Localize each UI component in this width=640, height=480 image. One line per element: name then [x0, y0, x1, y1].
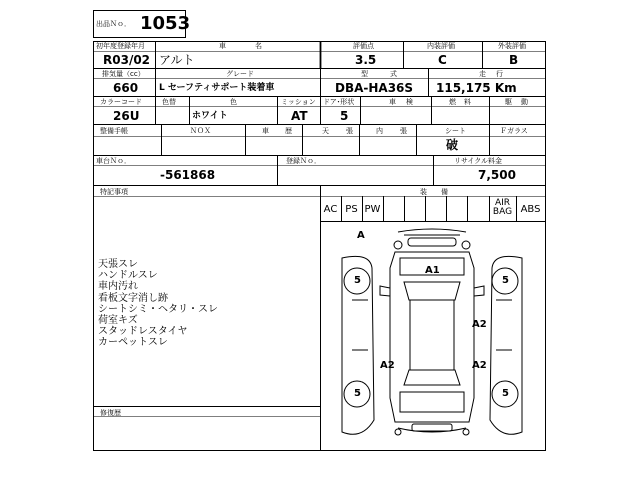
colorcode-label: カラーコード: [100, 98, 142, 106]
interior2-label-2: 張: [400, 127, 407, 135]
damage-right-front-door: A2: [472, 319, 487, 330]
chassis-label: 車台Ｎｏ．: [96, 157, 131, 165]
carname-label-1: 車: [219, 42, 226, 50]
doors-label: ドア･形状: [323, 98, 355, 106]
remark-item: 天張スレ: [98, 259, 138, 270]
displacement-value: 660: [113, 81, 139, 95]
mission-value: AT: [291, 109, 308, 123]
color-label: 色: [230, 98, 237, 106]
colorcode-value: 26U: [113, 109, 140, 123]
tire-rear-right: 5: [502, 388, 509, 399]
remark-item: 看板文字消し跡: [98, 292, 168, 304]
doors-value: 5: [340, 109, 349, 123]
damage-hood: A1: [425, 265, 440, 276]
manual-label: 整備手帳: [100, 127, 128, 135]
interior-label: 内装評価: [427, 42, 455, 50]
remark-item: シートシミ・ヘタリ・スレ: [98, 303, 218, 315]
lot-number-label: 出品Ｎｏ．: [96, 20, 131, 28]
mileage-label-1: 走: [479, 70, 486, 78]
repair-label: 修復歴: [100, 409, 121, 417]
remarks-label: 特記事項: [100, 188, 128, 196]
year-label: 初年度登録年月: [96, 42, 145, 50]
damage-right-rear-door: A2: [472, 360, 487, 371]
color-value: ホワイト: [192, 111, 228, 121]
recycle-label: リサイクル料金: [454, 157, 503, 165]
model-label-2: 式: [390, 70, 397, 78]
model-label-1: 型: [361, 70, 368, 78]
inspection-label-1: 車: [389, 98, 396, 106]
remark-item: スタッドレスタイヤ: [98, 326, 188, 338]
recycle-value: 7,500: [478, 168, 516, 182]
carname-label-2: 名: [255, 42, 262, 50]
exterior-value: B: [509, 53, 519, 67]
score-value: 3.5: [355, 53, 377, 67]
fuel-label-1: 燃: [449, 98, 456, 106]
equipment-cell: PS: [345, 204, 358, 215]
drive-label-1: 駆: [505, 98, 512, 106]
roof-label-2: 張: [346, 127, 353, 135]
history-label-1: 車: [262, 127, 269, 135]
remark-item: 荷室キズ: [98, 315, 138, 326]
year-value: R03/02: [103, 53, 151, 67]
fuel-label-2: 料: [464, 98, 471, 106]
interior-value: C: [438, 53, 447, 67]
lot-number: 1053: [140, 13, 191, 34]
exterior-label: 外装評価: [498, 42, 526, 50]
glass-label: Ｆガラス: [500, 127, 528, 135]
reg-label: 登録Ｎｏ．: [286, 157, 321, 165]
damage-left-rear: A2: [380, 360, 395, 371]
displacement-label: 排気量（cc）: [102, 70, 145, 78]
equipment-cell: AC: [323, 204, 338, 215]
mission-label: ミッション: [281, 98, 316, 106]
tire-rear-left: 5: [354, 388, 361, 399]
grade-label: グレード: [226, 70, 254, 78]
interior2-label-1: 内: [376, 127, 383, 135]
drive-label-2: 動: [521, 98, 528, 106]
roof-label-1: 天: [322, 127, 329, 135]
remark-item: 車内汚れ: [98, 281, 138, 293]
inspection-label-2: 検: [406, 98, 413, 106]
equipment-label: 装 備: [420, 188, 448, 196]
nox-label: ＮＯＸ: [190, 127, 211, 135]
history-label-2: 歴: [285, 127, 292, 135]
equipment-cell: PW: [364, 204, 381, 215]
remark-item: ハンドルスレ: [98, 270, 158, 282]
model-value: DBA-HA36S: [335, 81, 414, 95]
chassis-value: -561868: [160, 168, 216, 182]
seat-label: シート: [445, 127, 466, 135]
tire-front-left: 5: [354, 275, 361, 286]
carname-value: アルト: [159, 53, 195, 67]
equipment-cell: ABS: [520, 204, 541, 215]
damage-front-bumper: A: [357, 230, 365, 241]
remark-item: カーペットスレ: [98, 337, 168, 349]
mileage-label-2: 行: [496, 70, 503, 78]
colortype-label: 色替: [162, 98, 176, 106]
score-label: 評価点: [353, 42, 374, 50]
tire-front-right: 5: [502, 275, 509, 286]
seat-value: 破: [446, 138, 459, 152]
mileage-value: 115,175 Km: [436, 81, 517, 95]
grade-value: L セーフティサポート装着車: [159, 83, 275, 93]
equipment-cell: AIR BAG: [492, 198, 513, 217]
